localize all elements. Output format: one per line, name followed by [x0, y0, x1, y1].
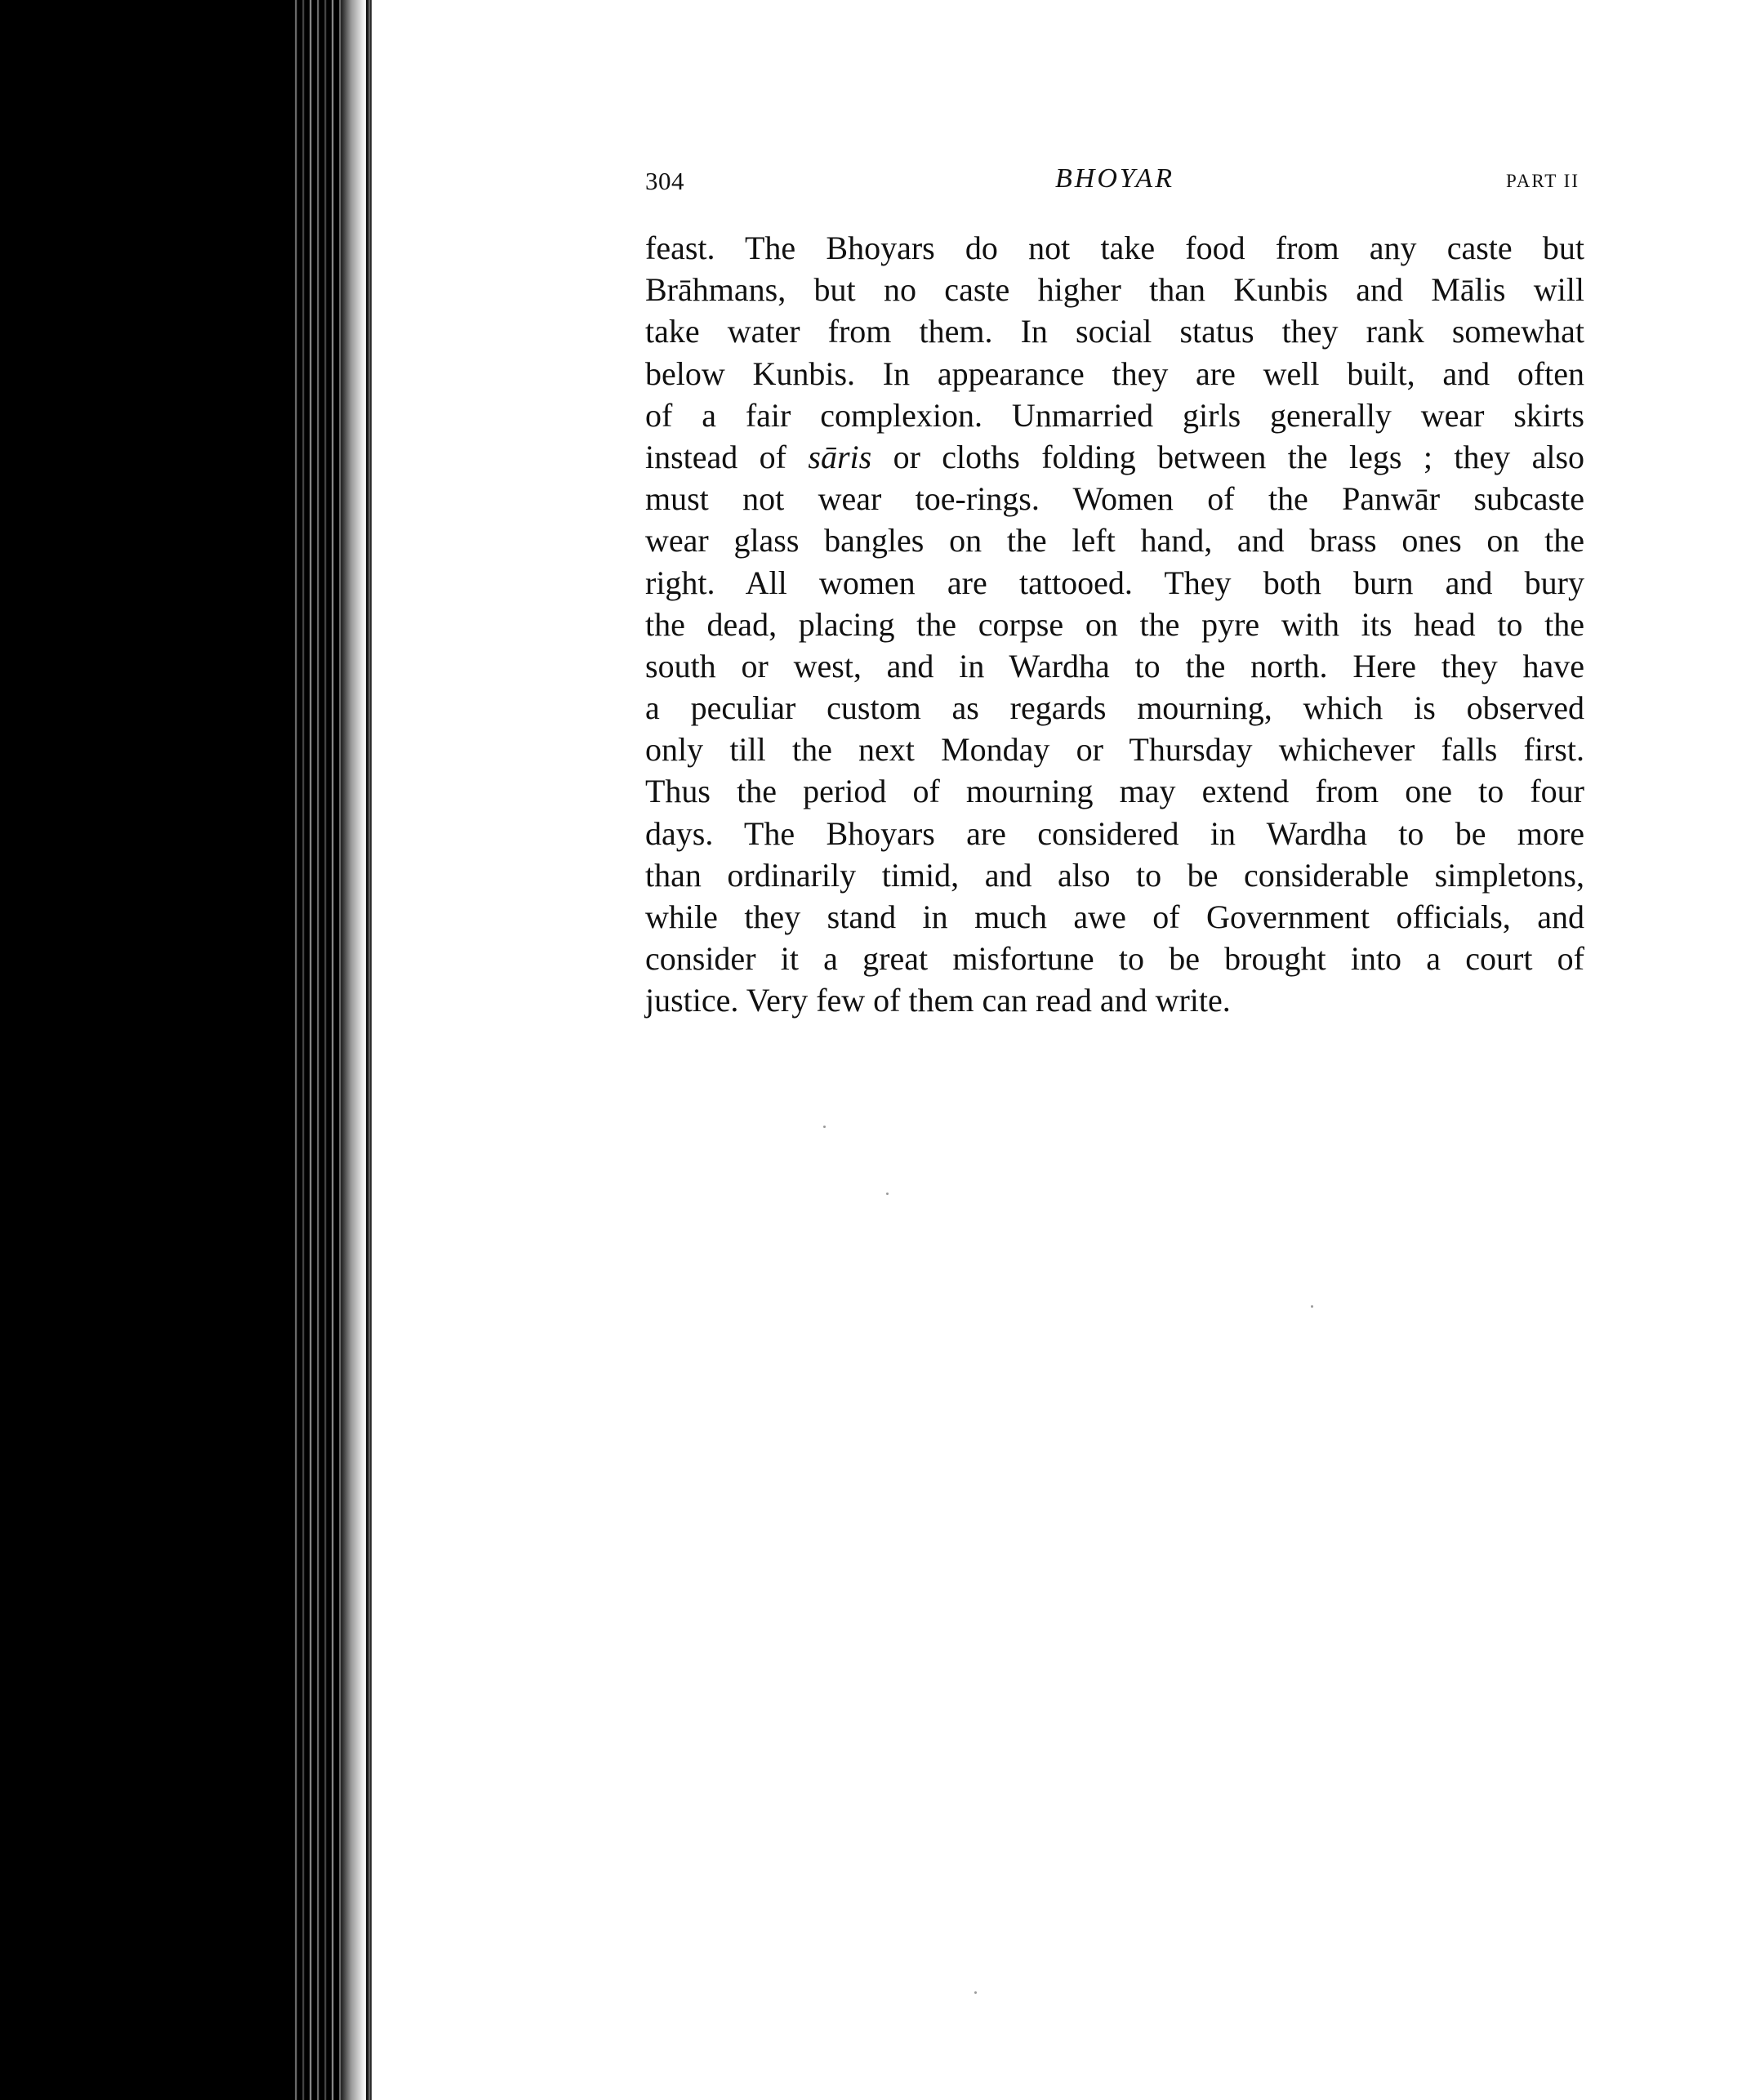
paper-speck — [1311, 1305, 1313, 1308]
text-line: than ordinarily timid, and also to be considerable simpletons, — [645, 856, 1584, 894]
paper-speck — [886, 1193, 889, 1195]
running-title: BHOYAR — [1055, 163, 1174, 194]
text-line: justice. Very few of them can read and write. — [645, 982, 1231, 1019]
page-number: 304 — [645, 167, 684, 195]
text-line: Thus the period of mourning may extend from one to four — [645, 773, 1584, 810]
paper-speck — [823, 1126, 826, 1128]
running-head — [645, 163, 1584, 212]
gutter-fade — [341, 0, 366, 2100]
text-line: days. The Bhoyars are considered in Wardha to be more — [645, 814, 1584, 852]
paper-speck — [974, 1991, 977, 1994]
text-segment: instead of — [645, 438, 809, 475]
body-text — [645, 227, 1584, 1022]
part-label: PART II — [1506, 171, 1580, 191]
text-line: take water from them. In social status they rank somewhat — [645, 313, 1584, 350]
text-line: consider it a great misfortune to be brought into a court of — [645, 940, 1584, 978]
text-line: must not wear toe-rings. Women of the Panwār subcaste — [645, 480, 1584, 518]
text-line: a peculiar custom as regards mourning, which is observed — [645, 689, 1584, 727]
text-line: of a fair complexion. Unmarried girls generally wear skirts — [645, 396, 1584, 434]
text-segment: or cloths folding between the legs ; they also — [871, 438, 1585, 475]
text-line: while they stand in much awe of Government officials, and — [645, 898, 1584, 935]
text-line: Brāhmans, but no caste higher than Kunbis and Mālis will — [645, 271, 1584, 309]
text-line: only till the next Monday or Thursday whichever falls first. — [645, 731, 1584, 769]
italic-term: sāris — [808, 438, 872, 475]
text-line: wear glass bangles on the left hand, and brass ones on the — [645, 522, 1584, 560]
text-line: south or west, and in Wardha to the north. Here they have — [645, 647, 1584, 684]
text-line: right. All women are tattooed. They both burn and bury — [645, 564, 1584, 601]
text-line-with-italic — [645, 436, 1584, 478]
text-line: the dead, placing the corpse on the pyre with its head to the — [645, 605, 1584, 643]
text-line: feast. The Bhoyars do not take food from any caste but — [645, 230, 1584, 266]
text-line: below Kunbis. In appearance they are well built, and often — [645, 354, 1584, 392]
